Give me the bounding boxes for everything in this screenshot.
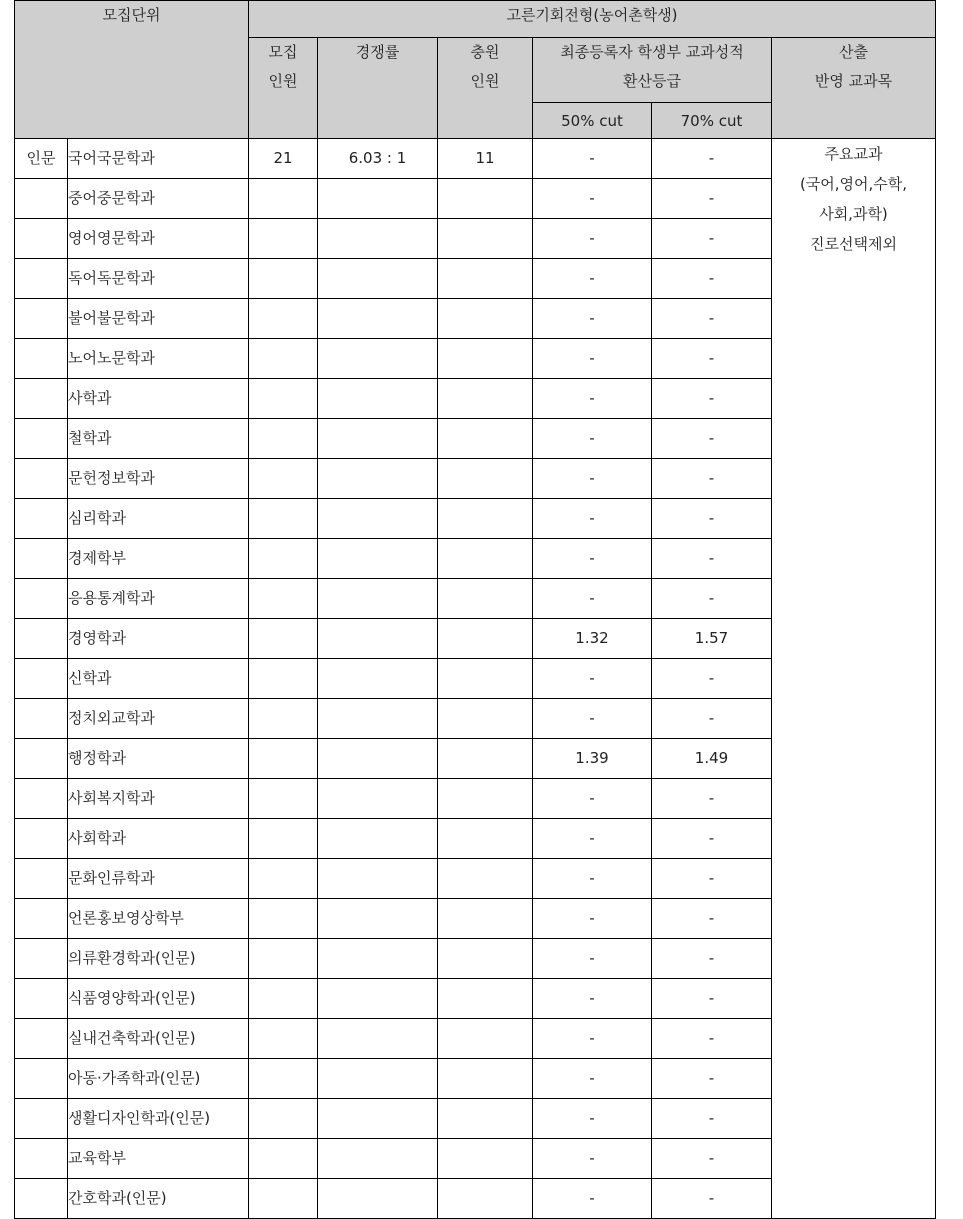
extra-cell-cont: [438, 819, 533, 859]
extra-cell-cont: [438, 739, 533, 779]
category-cell: 인문: [15, 139, 68, 179]
cut70-cell: -: [652, 899, 772, 939]
quota-cell-cont: [249, 459, 318, 499]
department-name: 경제학부: [68, 539, 249, 579]
extra-cell-cont: [438, 459, 533, 499]
department-name: 철학과: [68, 419, 249, 459]
cut70-cell: -: [652, 259, 772, 299]
cut70-cell: -: [652, 299, 772, 339]
department-name: 경영학과: [68, 619, 249, 659]
competition-cell-cont: [318, 259, 438, 299]
cut70-cell: -: [652, 979, 772, 1019]
cut70-cell: -: [652, 1179, 772, 1219]
quota-cell-cont: [249, 619, 318, 659]
category-cell-cont: [15, 739, 68, 779]
cut50-cell: -: [533, 1099, 652, 1139]
category-cell-cont: [15, 579, 68, 619]
cut50-cell: 1.32: [533, 619, 652, 659]
competition-cell-cont: [318, 939, 438, 979]
category-cell-cont: [15, 499, 68, 539]
cut50-cell: -: [533, 539, 652, 579]
department-name: 생활디자인학과(인문): [68, 1099, 249, 1139]
quota-cell-cont: [249, 659, 318, 699]
category-cell-cont: [15, 699, 68, 739]
quota-cell-cont: [249, 899, 318, 939]
cut50-cell: -: [533, 219, 652, 259]
extra-cell-cont: [438, 1059, 533, 1099]
cut50-cell: -: [533, 899, 652, 939]
quota-cell-cont: [249, 259, 318, 299]
category-cell-cont: [15, 899, 68, 939]
category-cell-cont: [15, 299, 68, 339]
category-cell-cont: [15, 979, 68, 1019]
cut70-cell: -: [652, 699, 772, 739]
extra-cell-cont: [438, 1099, 533, 1139]
cut70-cell: 1.57: [652, 619, 772, 659]
department-name: 간호학과(인문): [68, 1179, 249, 1219]
cut70-cell: -: [652, 859, 772, 899]
quota-cell-cont: [249, 379, 318, 419]
quota-cell-cont: [249, 1139, 318, 1179]
department-name: 행정학과: [68, 739, 249, 779]
quota-cell-cont: [249, 499, 318, 539]
department-name: 영어영문학과: [68, 219, 249, 259]
header-cut50: 50% cut: [533, 103, 652, 139]
quota-cell-cont: [249, 1099, 318, 1139]
competition-cell-cont: [318, 219, 438, 259]
competition-cell-cont: [318, 1059, 438, 1099]
category-cell-cont: [15, 939, 68, 979]
table-row: [15, 139, 936, 179]
quota-cell-cont: [249, 579, 318, 619]
subjects-note-line: 주요교과: [824, 145, 883, 163]
department-name: 불어불문학과: [68, 299, 249, 339]
department-name: 노어노문학과: [68, 339, 249, 379]
quota-cell-cont: [249, 739, 318, 779]
cut70-cell: -: [652, 939, 772, 979]
cut50-cell: -: [533, 379, 652, 419]
extra-cell-cont: [438, 939, 533, 979]
extra-cell-cont: [438, 899, 533, 939]
quota-cell: 21: [249, 139, 318, 179]
department-name: 교육학부: [68, 1139, 249, 1179]
competition-cell-cont: [318, 459, 438, 499]
extra-cell-cont: [438, 219, 533, 259]
department-name: 중어중문학과: [68, 179, 249, 219]
subjects-note-line: 진로선택제외: [810, 235, 897, 253]
extra-cell-cont: [438, 499, 533, 539]
header-competition: 경쟁률: [318, 38, 438, 139]
category-cell-cont: [15, 459, 68, 499]
cut50-cell: -: [533, 1179, 652, 1219]
category-cell-cont: [15, 619, 68, 659]
category-cell-cont: [15, 179, 68, 219]
competition-cell-cont: [318, 699, 438, 739]
department-name: 독어독문학과: [68, 259, 249, 299]
category-cell-cont: [15, 1059, 68, 1099]
cut50-cell: -: [533, 179, 652, 219]
cut50-cell: -: [533, 939, 652, 979]
cut50-cell: 1.39: [533, 739, 652, 779]
competition-cell-cont: [318, 859, 438, 899]
extra-cell-cont: [438, 859, 533, 899]
extra-cell-cont: [438, 699, 533, 739]
cut50-cell: -: [533, 139, 652, 179]
cut70-cell: -: [652, 339, 772, 379]
cut70-cell: -: [652, 419, 772, 459]
department-name: 국어국문학과: [68, 139, 249, 179]
competition-cell-cont: [318, 659, 438, 699]
cut50-cell: -: [533, 859, 652, 899]
competition-cell-cont: [318, 419, 438, 459]
competition-cell-cont: [318, 179, 438, 219]
cut50-cell: -: [533, 1019, 652, 1059]
extra-cell-cont: [438, 1139, 533, 1179]
category-cell-cont: [15, 859, 68, 899]
category-cell-cont: [15, 219, 68, 259]
extra-cell-cont: [438, 259, 533, 299]
competition-cell-cont: [318, 619, 438, 659]
competition-cell-cont: [318, 819, 438, 859]
department-name: 사회학과: [68, 819, 249, 859]
competition-cell-cont: [318, 1139, 438, 1179]
competition-cell-cont: [318, 1019, 438, 1059]
category-cell-cont: [15, 819, 68, 859]
quota-cell-cont: [249, 419, 318, 459]
header-extra: 충원 인원: [438, 38, 533, 139]
department-name: 사회복지학과: [68, 779, 249, 819]
extra-cell-cont: [438, 619, 533, 659]
cut50-cell: -: [533, 339, 652, 379]
extra-cell-cont: [438, 979, 533, 1019]
cut50-cell: -: [533, 699, 652, 739]
competition-cell-cont: [318, 979, 438, 1019]
quota-cell-cont: [249, 339, 318, 379]
competition-cell-cont: [318, 299, 438, 339]
extra-cell-cont: [438, 339, 533, 379]
quota-cell-cont: [249, 179, 318, 219]
competition-cell-cont: [318, 339, 438, 379]
cut70-cell: -: [652, 179, 772, 219]
extra-cell-cont: [438, 1179, 533, 1219]
quota-cell-cont: [249, 979, 318, 1019]
cut70-cell: -: [652, 1019, 772, 1059]
cut50-cell: -: [533, 499, 652, 539]
cut50-cell: -: [533, 1139, 652, 1179]
competition-cell-cont: [318, 899, 438, 939]
category-cell-cont: [15, 259, 68, 299]
category-cell-cont: [15, 339, 68, 379]
department-name: 정치외교학과: [68, 699, 249, 739]
cut50-cell: -: [533, 459, 652, 499]
table-body: [15, 139, 936, 1219]
header-cut70: 70% cut: [652, 103, 772, 139]
quota-cell-cont: [249, 859, 318, 899]
header-unit: 모집단위: [15, 1, 249, 139]
competition-cell-cont: [318, 1099, 438, 1139]
competition-cell-cont: [318, 739, 438, 779]
extra-cell-cont: [438, 299, 533, 339]
category-cell-cont: [15, 419, 68, 459]
department-name: 식품영양학과(인문): [68, 979, 249, 1019]
header-quota: 모집 인원: [249, 38, 318, 139]
department-name: 아동·가족학과(인문): [68, 1059, 249, 1099]
cut70-cell: -: [652, 379, 772, 419]
header-subjects: 산출 반영 교과목: [772, 38, 936, 139]
cut50-cell: -: [533, 779, 652, 819]
cut70-cell: -: [652, 459, 772, 499]
cut50-cell: -: [533, 259, 652, 299]
department-name: 언론홍보영상학부: [68, 899, 249, 939]
cut70-cell: -: [652, 539, 772, 579]
header-grade: 최종등록자 학생부 교과성적 환산등급: [533, 38, 772, 103]
admission-results-table: [14, 0, 936, 1219]
extra-cell-cont: [438, 179, 533, 219]
cut50-cell: -: [533, 1059, 652, 1099]
cut70-cell: -: [652, 819, 772, 859]
cut70-cell: -: [652, 779, 772, 819]
extra-cell-cont: [438, 419, 533, 459]
cut50-cell: -: [533, 579, 652, 619]
quota-cell-cont: [249, 1019, 318, 1059]
cut70-cell: -: [652, 499, 772, 539]
cut50-cell: -: [533, 419, 652, 459]
cut70-cell: -: [652, 139, 772, 179]
subjects-note: [772, 139, 936, 1219]
extra-cell-cont: [438, 1019, 533, 1059]
quota-cell-cont: [249, 1059, 318, 1099]
category-cell-cont: [15, 1139, 68, 1179]
extra-cell-cont: [438, 579, 533, 619]
quota-cell-cont: [249, 299, 318, 339]
cut70-cell: -: [652, 659, 772, 699]
department-name: 문헌정보학과: [68, 459, 249, 499]
department-name: 의류환경학과(인문): [68, 939, 249, 979]
category-cell-cont: [15, 379, 68, 419]
cut70-cell: -: [652, 579, 772, 619]
quota-cell-cont: [249, 699, 318, 739]
category-cell-cont: [15, 659, 68, 699]
department-name: 문화인류학과: [68, 859, 249, 899]
cut70-cell: -: [652, 219, 772, 259]
cut50-cell: -: [533, 819, 652, 859]
extra-cell: 11: [438, 139, 533, 179]
extra-cell-cont: [438, 779, 533, 819]
competition-cell-cont: [318, 379, 438, 419]
cut70-cell: -: [652, 1059, 772, 1099]
cut50-cell: -: [533, 299, 652, 339]
category-cell-cont: [15, 1019, 68, 1059]
cut50-cell: -: [533, 979, 652, 1019]
competition-cell-cont: [318, 579, 438, 619]
subjects-note-line: (국어,영어,수학,: [799, 175, 908, 193]
quota-cell-cont: [249, 539, 318, 579]
cut70-cell: -: [652, 1099, 772, 1139]
category-cell-cont: [15, 1179, 68, 1219]
category-cell-cont: [15, 1099, 68, 1139]
extra-cell-cont: [438, 659, 533, 699]
cut50-cell: -: [533, 659, 652, 699]
department-name: 사학과: [68, 379, 249, 419]
competition-cell-cont: [318, 779, 438, 819]
extra-cell-cont: [438, 539, 533, 579]
cut70-cell: -: [652, 1139, 772, 1179]
extra-cell-cont: [438, 379, 533, 419]
competition-cell-cont: [318, 1179, 438, 1219]
category-cell-cont: [15, 779, 68, 819]
department-name: 신학과: [68, 659, 249, 699]
competition-cell: 6.03 : 1: [318, 139, 438, 179]
department-name: 응용통계학과: [68, 579, 249, 619]
department-name: 실내건축학과(인문): [68, 1019, 249, 1059]
competition-cell-cont: [318, 499, 438, 539]
quota-cell-cont: [249, 219, 318, 259]
category-cell-cont: [15, 539, 68, 579]
quota-cell-cont: [249, 779, 318, 819]
header-track: 고른기회전형(농어촌학생): [249, 1, 936, 38]
competition-cell-cont: [318, 539, 438, 579]
department-name: 심리학과: [68, 499, 249, 539]
quota-cell-cont: [249, 1179, 318, 1219]
subjects-note-line: 사회,과학): [819, 205, 888, 223]
quota-cell-cont: [249, 939, 318, 979]
quota-cell-cont: [249, 819, 318, 859]
cut70-cell: 1.49: [652, 739, 772, 779]
